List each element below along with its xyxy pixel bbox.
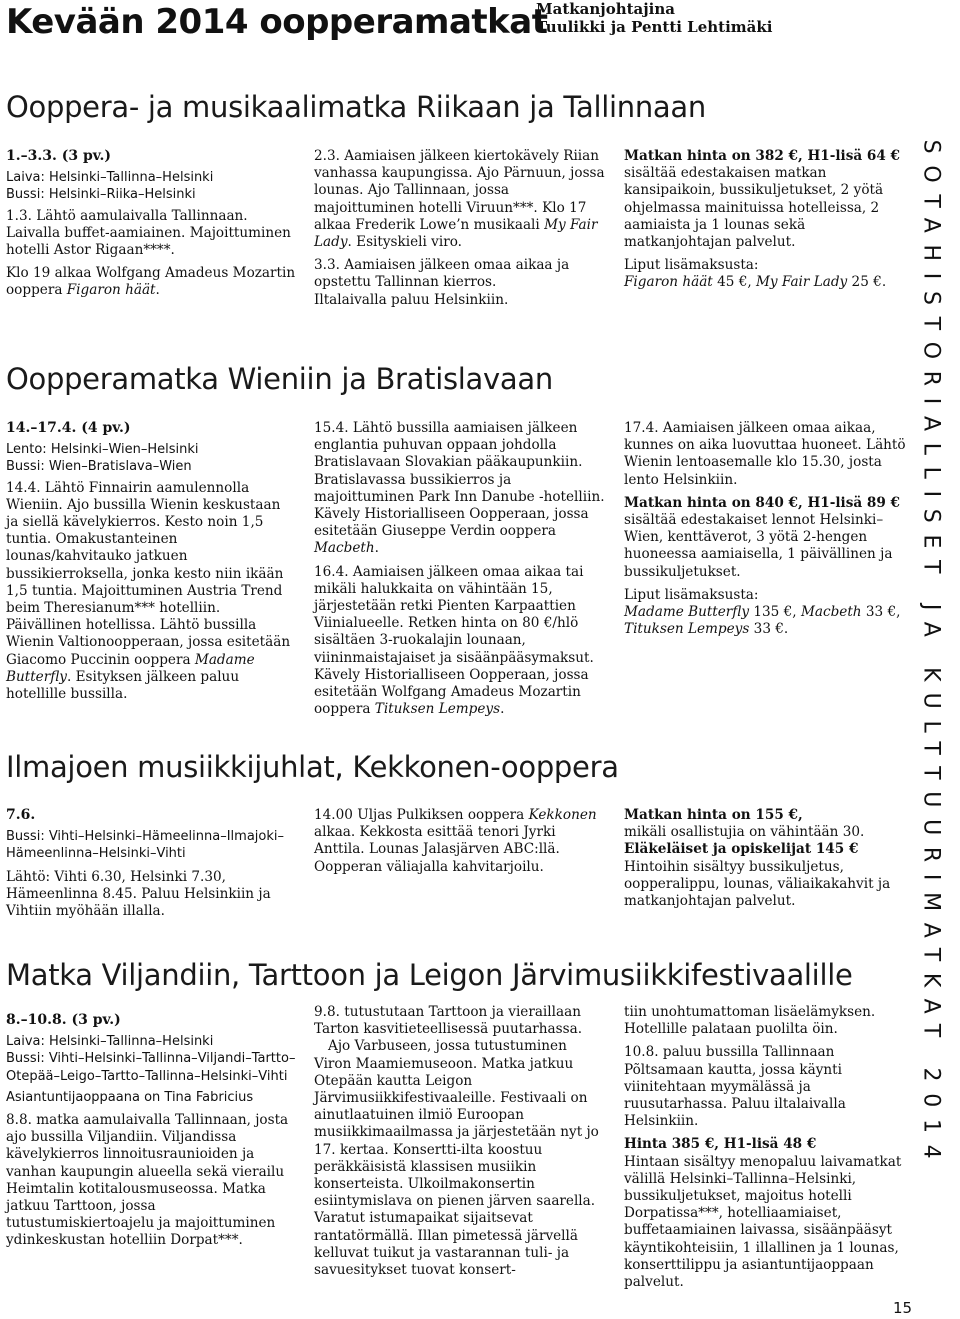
route-line: Lento: Helsinki–Wien–Helsinki xyxy=(6,442,199,458)
section-ilmajoki-col1 xyxy=(6,807,296,926)
route-line: Bussi: Helsinki–Riika–Helsinki xyxy=(6,187,196,203)
tickets-prices: Madame Butterfly 135 €, Macbeth 33 €, Tituksen Lempeys 33 €. xyxy=(624,604,901,638)
itinerary-day: 16.4. Aamiaisen jälkeen omaa aikaa tai mikäli halukkaita on vähintään 15, järjestetään retki Pienten Karpaattien Viinialueelle. Retken hinta on 80 €/hlö sisältäen 3-ruokalajin lounaan, viininmaistajaiset ja sisäänpääsymaksut. Kävely Historialliseen Oopperaan, jossa esitetään Wolfgang Amadeus Mozartin ooppera Tituksen Lempeys. xyxy=(314,563,594,718)
price-includes: sisältää edestakaiset lennot Helsinki–Wien, kenttäverot, 3 yötä 2-hengen huoneessa aamiaisella, 1 päivällinen ja bussikuljetukset. xyxy=(624,512,893,580)
itinerary-day: 1.3. Lähtö aamulaivalla Tallinnaan. Laivalla buffet-aamiainen. Majoittuminen hotelli Astor Rigaan****. xyxy=(6,207,291,259)
section-ilmajoki-col3 xyxy=(624,807,916,916)
price-includes: sisältää edestakaisen matkan kansipaikoin, bussikuljetukset, 2 yötä ohjelmassa mainituissa hotelleissa, 2 aamiaista ja 1 lounas sekä matkanjohtajan palvelut. xyxy=(624,165,884,251)
route-line: Bussi: Vihti–Helsinki–Tallinna–Viljandi–Tartto–Otepää–Leigo–Tartto–Tallinna–Helsinki–Vihti xyxy=(6,1051,296,1084)
section-vienna-col2 xyxy=(314,420,606,724)
guides-block xyxy=(536,0,772,36)
itinerary-day: 14.00 Uljas Pulkiksen ooppera Kekkonen alkaa. Kekkosta esittää tenori Jyrki Anttila. Lounas Jalasjärven ABC:llä. Oopperan väliajalla kahvitarjoilu. xyxy=(314,807,597,875)
trip-routes xyxy=(6,169,296,203)
section-viljandi-col3 xyxy=(624,1004,916,1297)
trip-routes xyxy=(6,1033,296,1085)
trip-routes xyxy=(6,441,296,475)
itinerary-day: 3.3. Aamiaisen jälkeen omaa aikaa ja opstettu Tallinnan kierros. xyxy=(314,257,570,291)
page-title: Kevään 2014 oopperamatkat xyxy=(6,2,548,42)
guides-label: Matkanjohtajina xyxy=(536,0,676,18)
itinerary-text: tiin unohtumattoman lisäelämyksen. Hotellille palataan puolilta öin. xyxy=(624,1004,876,1038)
route-line: Laiva: Helsinki–Tallinna–Helsinki xyxy=(6,1034,214,1050)
itinerary-day: Lähtö: Vihti 6.30, Helsinki 7.30, Hämeenlinna 8.45. Paluu Helsinkiin ja Vihtiin myöhään illalla. xyxy=(6,868,271,920)
page-number: 15 xyxy=(893,1299,913,1317)
price-includes: Hintoihin sisältyy bussikuljetus, oopperalippu, lounas, väliaikakahvit ja matkanjohtajan palvelut. xyxy=(624,858,891,910)
section-title-riga: Ooppera- ja musikaalimatka Riikaan ja Tallinnaan xyxy=(6,90,706,124)
price-condition: mikäli osallistujia on vähintään 30. xyxy=(624,824,865,841)
price-heading: Matkan hinta on 840 €, H1-lisä 89 € xyxy=(624,494,901,511)
route-line: Laiva: Helsinki–Tallinna–Helsinki xyxy=(6,170,214,186)
price-heading: Hinta 385 €, H1-lisä 48 € xyxy=(624,1136,817,1153)
itinerary-day: 10.8. paluu bussilla Tallinnaan Põltsamaan kautta, jossa käynti viinitehtaan myymälässä ja ruusutarhassa. Paluu iltalaivalla Helsinkiin. xyxy=(624,1044,846,1130)
section-title-ilmajoki: Ilmajoen musiikkijuhlat, Kekkonen-ooppera xyxy=(6,750,619,784)
itinerary-day: 17.4. Aamiaisen jälkeen omaa aikaa, kunnes on aika luovuttaa huoneet. Lähtö Wienin lentoasemalle klo 15.30, josta lento Helsinkiin. xyxy=(624,420,906,488)
section-vienna-col1 xyxy=(6,420,296,709)
itinerary-day: 2.3. Aamiaisen jälkeen kiertokävely Riian vanhassa kaupungissa. Ajo Pärnuun, jossa lounas. Ajo Tallinnaan, jossa majoittuminen hotelli Viruun***. Klo 17 alkaa Frederik Lowe’n musikaali My Fair Lady. Esityskieli viro. xyxy=(314,148,605,251)
trip-routes xyxy=(6,828,296,862)
section-riga-col1 xyxy=(6,148,296,306)
section-riga-col2 xyxy=(314,148,606,315)
trip-dates: 1.–3.3. (3 pv.) xyxy=(6,148,111,164)
route-line: Bussi: Vihti–Helsinki–Hämeelinna–Ilmajoki–Hämeenlinna–Helsinki–Vihti xyxy=(6,829,284,862)
trip-dates: 8.–10.8. (3 pv.) xyxy=(6,1012,121,1028)
trip-dates: 14.–17.4. (4 pv.) xyxy=(6,420,131,436)
section-title-vienna: Oopperamatka Wieniin ja Bratislavaan xyxy=(6,362,553,396)
itinerary-day: 15.4. Lähtö bussilla aamiaisen jälkeen englantia puhuvan oppaan johdolla Bratislavaan Slovakian pääkaupunkiin. Bratislavassa bussikierros ja majoittuminen Park Inn Danube -hotelliin. Kävely Historialliseen Oopperaan, jossa esitetään Giuseppe Verdin ooppera Macbeth. xyxy=(314,420,605,557)
itinerary-text: Ajo Varbuseen, jossa tutustuminen Viron Maamiemuseoon. Matka jatkuu Otepään kautta Leigon Järvimusiikkifestivaaleille. Festivaali on ainutlaatuinen ilmiö Euroopan musiikkimaailmassa ja järjestetään nyt jo 17. kertaa. Konsertti-ilta koostuu peräkkäisistä klassisen musiikin konserteista. Ulkoilmakonsertin esiintymislava on pienen järven saarella. Varatut istumapaikat sijaitsevat rantatörmällä. Illan pimetessä järvellä kelluvat tuikut ja vastarannan tuli- ja savuesitykset tuovat konsert- xyxy=(314,1038,599,1279)
tickets-label: Liput lisämaksusta: xyxy=(624,586,759,603)
guides-names: Tuulikki ja Pentti Lehtimäki xyxy=(536,18,773,36)
section-vienna-col3 xyxy=(624,420,916,644)
price-includes: Hintaan sisältyy menopaluu laivamatkat välillä Helsinki–Tallinna–Helsinki, bussikuljetukset, majoitus hotelli Dorpatissa***, hotelliaamiaiset, buffetaamiainen laivassa, sisäänpääsyt käyntikohteisiin, 1 illallinen ja 1 lounas, konserttilippu ja asiantuntijaoppaan palvelut. xyxy=(624,1153,902,1291)
section-riga-col3 xyxy=(624,148,916,298)
side-banner-text: SOTAHISTORIALLISET JA KULTTUURIMATKAT 2014 xyxy=(918,139,944,1171)
itinerary-day: Klo 19 alkaa Wolfgang Amadeus Mozartin ooppera Figaron häät. xyxy=(6,265,296,299)
tickets-label: Liput lisämaksusta: xyxy=(624,257,759,274)
section-viljandi-col2 xyxy=(314,1004,606,1285)
section-ilmajoki-col2 xyxy=(314,807,606,882)
itinerary-day: 14.4. Lähtö Finnairin aamulennolla Wieniin. Ajo bussilla Wienin keskustaan ja siellä kävelykierros. Kesto noin 1,5 tuntia. Omakustanteinen lounas/kahvitauko jatkuen bussikierroksella, jonka kesto niin ikään 1,5 tuntia. Majoittuminen Austria Trend beim Theresianum*** hotelliin. Päivällinen hotellissa. Lähtö bussilla Wienin Valtionoopperaan, jossa esitetään Giacomo Puccinin ooppera Madame Butterfly. Esityksen jälkeen paluu hotellille bussilla. xyxy=(6,479,291,703)
price-heading: Matkan hinta on 382 €, H1-lisä 64 € xyxy=(624,148,901,164)
trip-dates: 7.6. xyxy=(6,807,36,823)
price-heading: Matkan hinta on 155 €, xyxy=(624,807,803,823)
expert-guide: Asiantuntijaoppaana on Tina Fabricius xyxy=(6,1089,254,1105)
tickets-prices: Figaron häät 45 €, My Fair Lady 25 €. xyxy=(624,274,887,291)
discount-price: Eläkeläiset ja opiskelijat 145 € xyxy=(624,841,859,858)
itinerary-day: 9.8. tutustutaan Tarttoon ja vieraillaan Tarton kasvitieteellisessä puutarhassa. xyxy=(314,1004,583,1038)
itinerary-day: 8.8. matka aamulaivalla Tallinnaan, josta ajo bussilla Viljandiin. Viljandissa kävelykierros linnoitusraunioiden ja vanhan kaupungin alueella sekä vierailu Heimtalin kotitalousmuseossa. Matka jatkuu Tarttoon, jossa tutustumiskiertoajelu ja majoittuminen ydinkeskustan hotelliin Dorpat***. xyxy=(6,1112,289,1249)
section-viljandi-col1 xyxy=(6,1012,296,1256)
route-line: Bussi: Wien–Bratislava–Wien xyxy=(6,459,192,475)
section-title-viljandi: Matka Viljandiin, Tarttoon ja Leigon Järvimusiikkifestivaalille xyxy=(6,958,853,992)
itinerary-day: Iltalaivalla paluu Helsinkiin. xyxy=(314,291,509,308)
